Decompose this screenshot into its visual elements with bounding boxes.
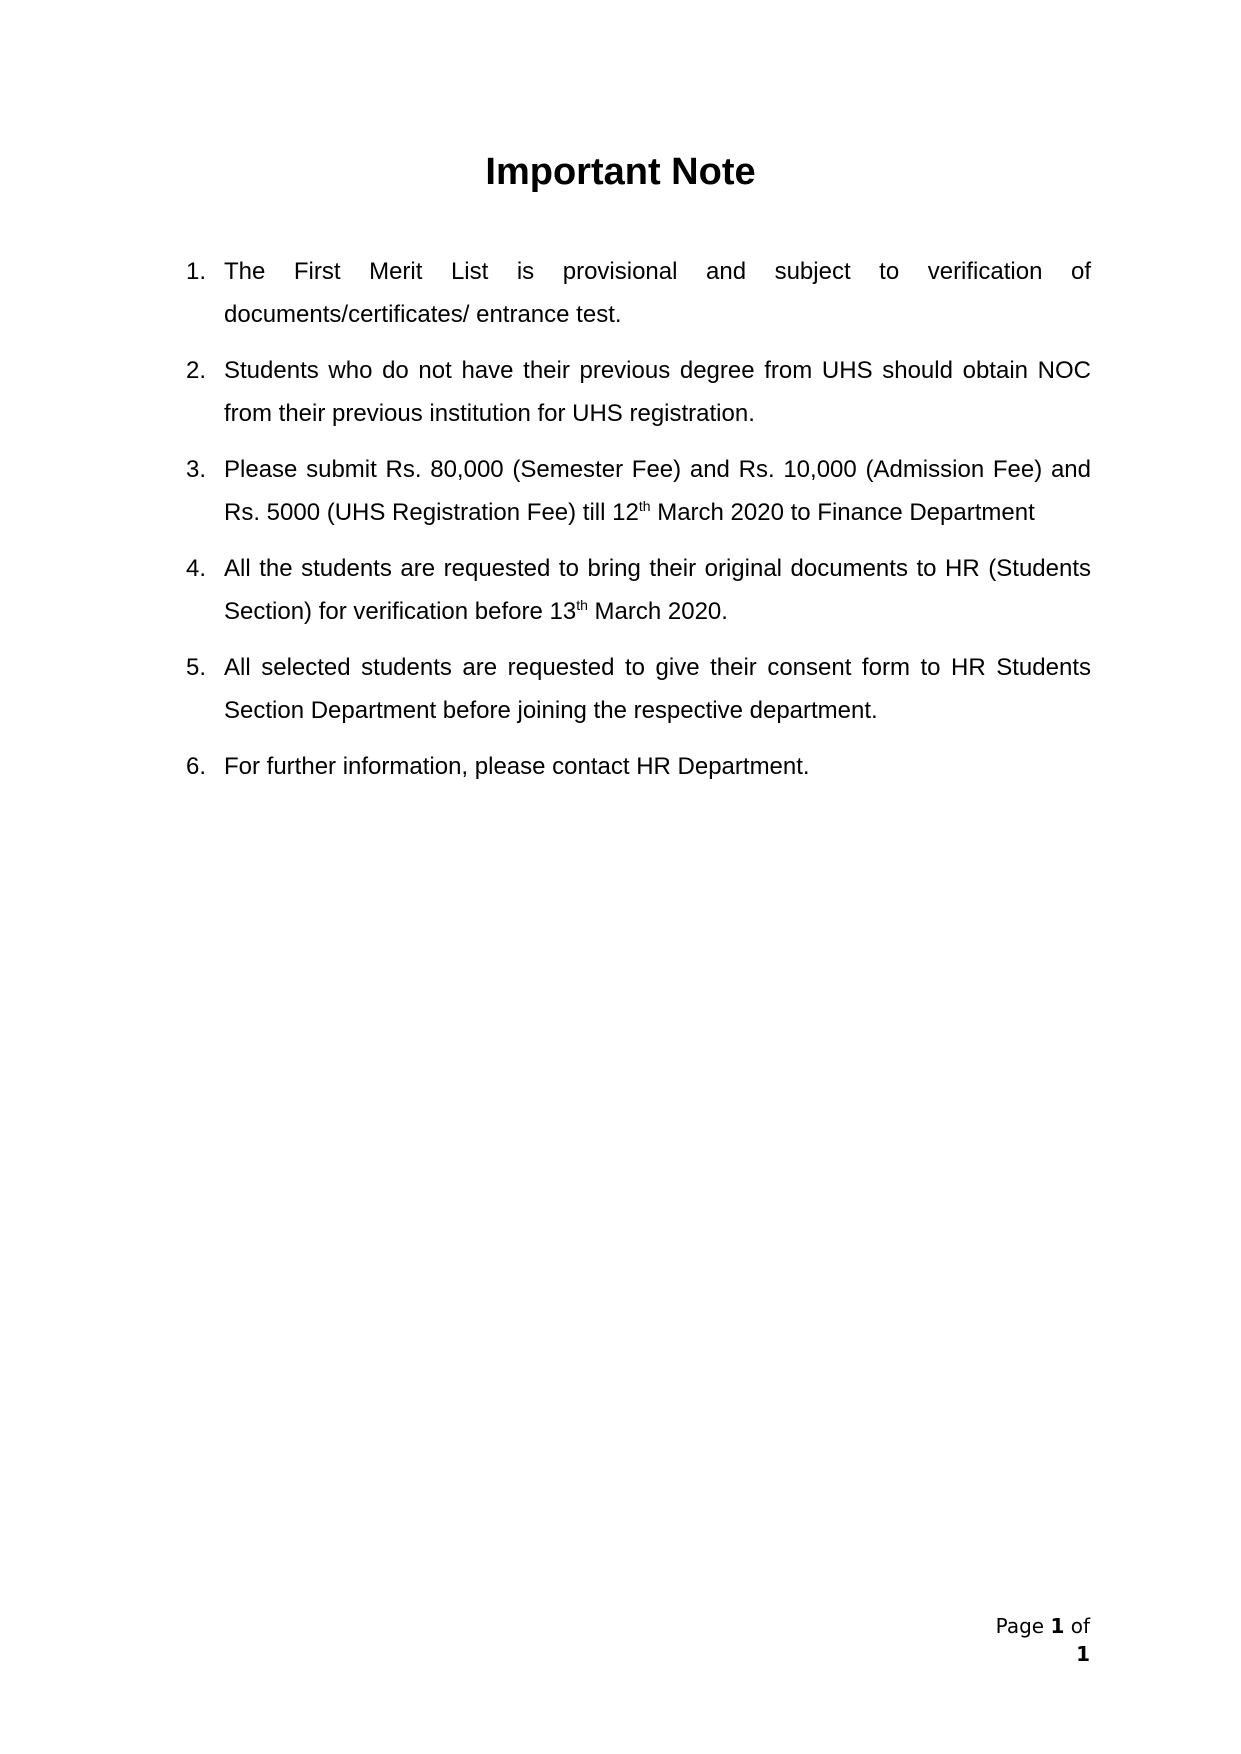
list-item-number: 4. [186, 555, 207, 582]
list-item-text: All selected students are requested to give their consent form to HR Students Section Department before joining the respective department. [224, 654, 1091, 724]
list-item [186, 349, 1091, 435]
list-item [186, 646, 1091, 732]
list-item-text: Students who do not have their previous degree from UHS should obtain NOC from their previous institution for UHS registration. [224, 357, 1091, 427]
list-item-text: The First Merit List is provisional and subject to verification of documents/certificates/ entrance test. [224, 258, 1091, 328]
list-item [186, 745, 1091, 788]
list-item-number: 1. [186, 258, 207, 285]
page-title: Important Note [485, 151, 756, 193]
list-item-text: Please submit Rs. 80,000 (Semester Fee) and Rs. 10,000 (Admission Fee) and Rs. 5000 (UHS Registration Fee) till 12 [224, 456, 1091, 526]
of-word: of [1070, 1614, 1090, 1638]
list-item [186, 547, 1091, 633]
list-item [186, 250, 1091, 336]
date-ordinal-suffix: th [576, 597, 588, 613]
current-page-number: 1 [1050, 1614, 1065, 1638]
total-pages-number: 1 [1076, 1642, 1090, 1666]
list-item-text-continued: March 2020 to Finance Department [650, 499, 1035, 526]
page-word: Page [995, 1614, 1045, 1638]
list-item [186, 448, 1091, 534]
list-item-text-continued: March 2020. [587, 598, 728, 625]
list-item-number: 6. [186, 753, 207, 780]
important-notes-list [186, 250, 1091, 801]
list-item-number: 3. [186, 456, 207, 483]
list-item-text: All the students are requested to bring their original documents to HR (Students Section) for verification before 13 [224, 555, 1091, 625]
date-ordinal-suffix: th [638, 498, 651, 514]
list-item-text: For further information, please contact HR Department. [224, 753, 810, 780]
list-item-number: 5. [186, 654, 207, 681]
page-number-footer [980, 1612, 1090, 1668]
list-item-number: 2. [186, 357, 207, 384]
